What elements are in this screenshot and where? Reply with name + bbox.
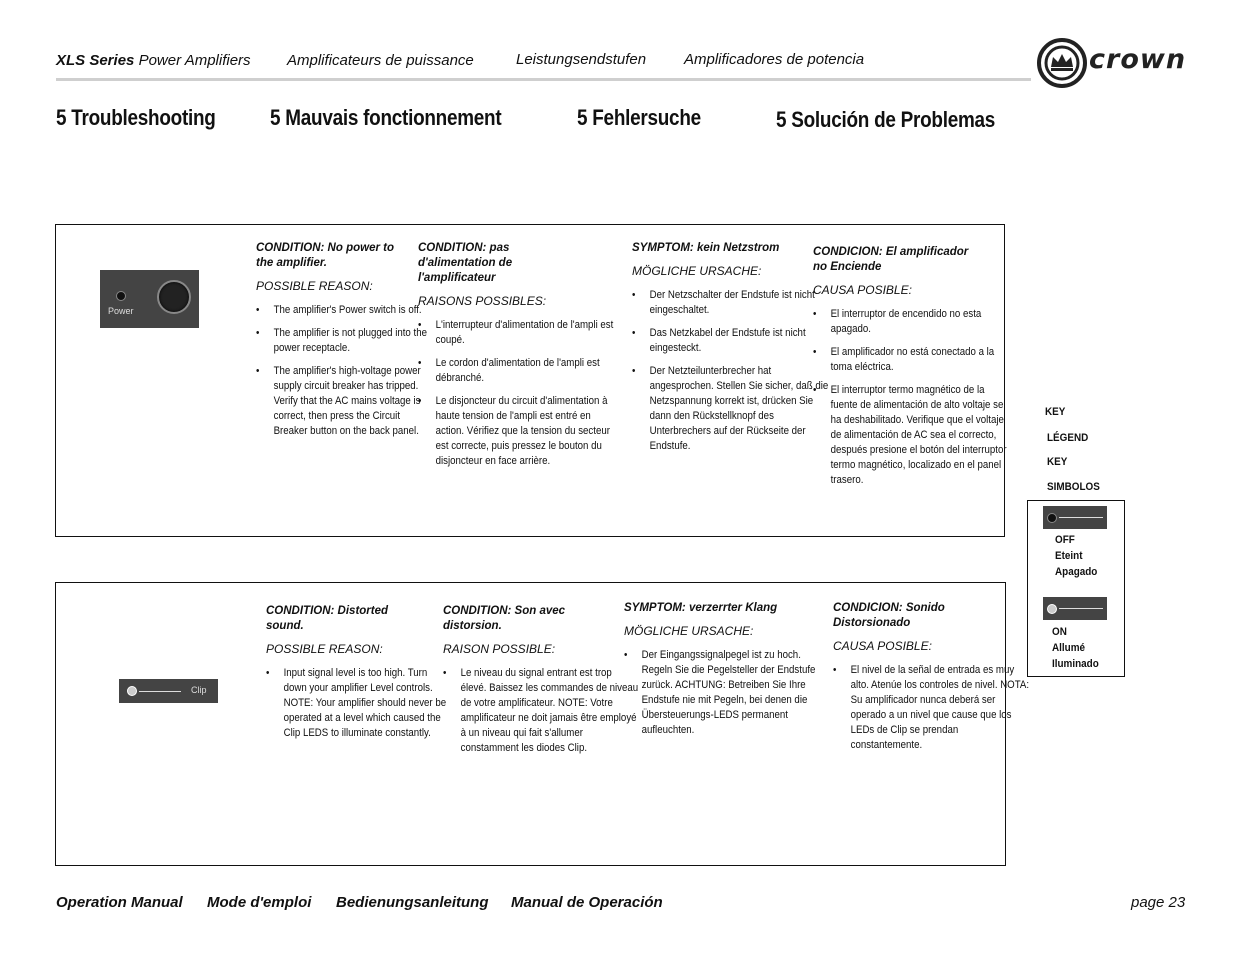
legend-off-fr: Eteint xyxy=(1055,550,1083,562)
clip-col-de xyxy=(624,601,816,746)
reason-heading: MÖGLICHE URSACHE: xyxy=(632,264,762,278)
list-item: • Le niveau du signal entrant est trop élevé. Baissez les commandes de niveau de votre amplificateur. NOTE: Votre amplificateur ne doit jamais être employé à un niveau qui fait s'allumer constamment les diodes Clip. xyxy=(443,666,639,756)
title-es: 5 Solución de Problemas xyxy=(776,107,996,132)
list-item: • El interruptor termo magnético de la fuente de alimentación de alto voltaje se ha deshabilitado. Verifique que el voltaje de alimentación de AC sea el correcto, después presione el botón del interruptor termo magnético, localizado en el panel trasero. xyxy=(813,383,1013,488)
legend-off-en: OFF xyxy=(1055,534,1075,546)
reason-heading: POSSIBLE REASON: xyxy=(266,642,383,656)
clip-panel-label: Clip xyxy=(191,685,207,695)
legend-label-key: KEY xyxy=(1045,406,1066,418)
clip-panel-line xyxy=(139,691,181,692)
title-de: 5 Fehlersuche xyxy=(577,105,701,130)
legend-off-line xyxy=(1059,517,1103,518)
power-panel-illustration xyxy=(100,270,199,328)
legend-on-swatch xyxy=(1043,597,1107,620)
legend-label-legend: LÉGEND xyxy=(1047,432,1089,444)
condition-heading: CONDITION: Distorted sound. xyxy=(266,605,389,632)
list-item: • The amplifier's high-voltage power supply circuit breaker has tripped. Verify that the AC mains voltage is correct, then press the Circuit Breaker button on the back panel. xyxy=(256,364,431,439)
power-col-fr xyxy=(418,241,614,477)
legend-off-swatch xyxy=(1043,506,1107,529)
legend-on-fr: Allumé xyxy=(1052,642,1086,654)
reason-heading: MÖGLICHE URSACHE: xyxy=(624,624,754,638)
list-item: • El nivel de la señal de entrada es muy alto. Atenúe los controles de nivel. NOTA: Su amplificador nunca deberá ser operado a un nivel que cause que los LEDs de Clip se prendan constantemente. xyxy=(833,663,1031,753)
power-switch-icon xyxy=(157,280,191,314)
footer-de: Bedienungsanleitung xyxy=(336,894,489,911)
list-item: • The amplifier's Power switch is off. xyxy=(256,303,431,318)
series-subtitle: Power Amplifiers xyxy=(138,52,251,69)
condition-heading: CONDITION: pas d'alimentation de l'amplificateur xyxy=(418,242,513,284)
legend-on-es: Iluminado xyxy=(1052,658,1099,670)
list-item: • The amplifier is not plugged into the power receptacle. xyxy=(256,326,431,356)
footer-en: Operation Manual xyxy=(56,894,183,911)
reason-heading: POSSIBLE REASON: xyxy=(256,279,373,293)
condition-heading: SYMPTOM: kein Netzstrom xyxy=(632,242,780,254)
header-es: Amplificadores de potencia xyxy=(684,51,865,68)
header-series xyxy=(56,52,251,69)
condition-heading: SYMPTOM: verzerrter Klang xyxy=(624,602,778,614)
condition-heading: CONDITION: Son avec distorsion. xyxy=(443,605,566,632)
clip-led-icon xyxy=(127,686,137,696)
footer-fr: Mode d'emploi xyxy=(207,894,312,911)
crown-icon xyxy=(1037,38,1089,90)
list-item: • Der Eingangssignalpegel ist zu hoch. Regeln Sie die Pegelsteller der Endstufe zurück. ACHTUNG: Betreiben Sie Ihre Endstufe nie mit Pegeln, bei denen die Übersteuerungs-LEDS permanent aufleuchten. xyxy=(624,648,820,738)
list-item: • Der Netzschalter der Endstufe ist nicht eingeschaltet. xyxy=(632,288,830,318)
logo-wordmark: crown xyxy=(1089,44,1187,75)
clip-panel-illustration xyxy=(119,679,218,703)
condition-heading: CONDICION: Sonido Distorsionado xyxy=(833,602,945,629)
list-item: • Le cordon d'alimentation de l'ampli est débranché. xyxy=(418,356,621,386)
crown-logo xyxy=(1037,38,1187,90)
header-rule xyxy=(56,78,1031,81)
footer-es: Manual de Operación xyxy=(511,894,663,911)
power-col-es xyxy=(813,245,1007,496)
header-de: Leistungsendstufen xyxy=(516,51,647,68)
power-panel-label: Power xyxy=(108,306,134,316)
list-item: • Input signal level is too high. Turn down your amplifier Level controls. NOTE: Your amplifier should never be operated at a level which caused the Clip LEDS to illuminate constantly. xyxy=(266,666,453,741)
series-name: XLS Series xyxy=(56,52,135,69)
legend-label-simbolos: SIMBOLOS xyxy=(1047,481,1100,493)
clip-col-en xyxy=(266,604,447,749)
legend-on-line xyxy=(1059,608,1103,609)
condition-heading: CONDITION: No power to the amplifier. xyxy=(256,242,394,269)
reason-heading: CAUSA POSIBLE: xyxy=(833,639,932,653)
legend-box xyxy=(1027,500,1125,677)
list-item: • El amplificador no está conectado a la toma eléctrica. xyxy=(813,345,1013,375)
clip-col-es xyxy=(833,601,1030,761)
legend-on-en: ON xyxy=(1052,626,1067,638)
power-led-icon xyxy=(116,291,126,301)
list-item: • Das Netzkabel der Endstufe ist nicht eingesteckt. xyxy=(632,326,830,356)
title-en: 5 Troubleshooting xyxy=(56,105,216,130)
clip-col-fr xyxy=(443,604,639,764)
reason-heading: RAISONS POSSIBLES: xyxy=(418,294,547,308)
title-fr: 5 Mauvais fonctionnement xyxy=(270,105,502,130)
list-item: • Le disjoncteur du circuit d'alimentation à haute tension de l'ampli est entré en action. Vérifiez que la tension du secteur est correcte, puis pressez le bouton du disjoncteur en face arrière. xyxy=(418,394,621,469)
page-number: page 23 xyxy=(1131,894,1186,911)
list-item: • L'interrupteur d'alimentation de l'ampli est coupé. xyxy=(418,318,621,348)
power-col-en xyxy=(256,241,427,447)
power-col-de xyxy=(632,241,829,462)
led-on-icon xyxy=(1047,604,1057,614)
header-fr: Amplificateurs de puissance xyxy=(287,52,474,69)
list-item: • El interruptor de encendido no esta apagado. xyxy=(813,307,1013,337)
list-item: • Der Netzteilunterbrecher hat angesprochen. Stellen Sie sicher, daß die Netzspannung korrekt ist, drücken Sie dann den Rückstellknopf des Unterbrechers auf der Rückseite der Endstufe. xyxy=(632,364,830,454)
reason-heading: RAISON POSSIBLE: xyxy=(443,642,556,656)
legend-off-es: Apagado xyxy=(1055,566,1098,578)
legend-label-key-de: KEY xyxy=(1047,456,1068,468)
reason-heading: CAUSA POSIBLE: xyxy=(813,283,912,297)
condition-heading: CONDICION: El amplificador no Enciende xyxy=(813,246,969,273)
led-off-icon xyxy=(1047,513,1057,523)
